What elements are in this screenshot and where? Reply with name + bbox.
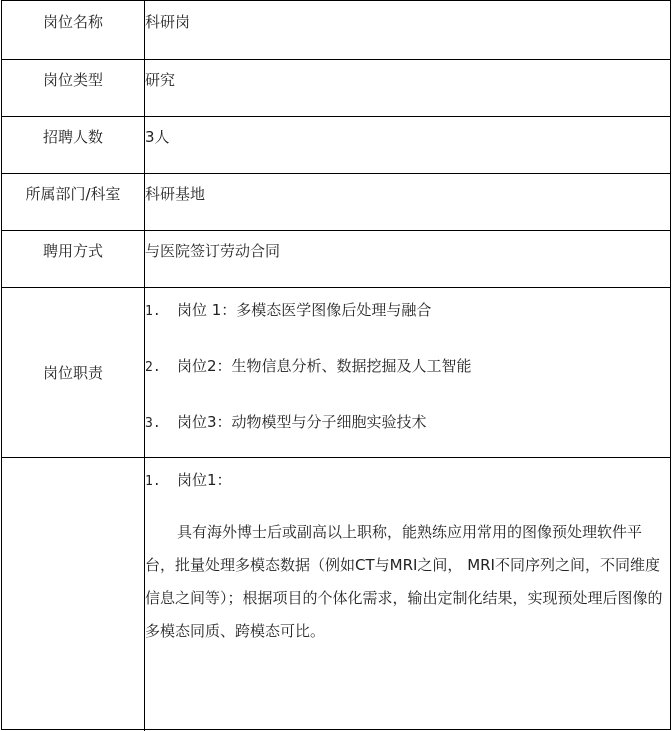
requirements-content	[145, 457, 670, 731]
requirements-label	[2, 457, 145, 731]
row-value: 研究	[145, 71, 176, 89]
requirement-text: 具有海外博士后或副高以上职称，能熟练应用常用的图像预处理软件平台，批量处理多模态数据（例如CT与MRI之间， MRI不同序列之间，不同维度信息之间等）；根据项目的个体化需求，输出定制化结果，实现预处理后图像的多模态同质、跨模态可比。	[145, 523, 663, 640]
table-row	[2, 173, 670, 231]
duty-text: 岗位3：动物模型与分子细胞实验技术	[177, 413, 427, 431]
duty-item	[145, 411, 427, 432]
table-row-requirements	[2, 457, 670, 731]
requirement-number: 1.	[145, 474, 161, 489]
requirement-title: 岗位1：	[177, 471, 232, 489]
row-label: 岗位类型	[2, 59, 145, 116]
table-row	[2, 59, 670, 117]
table-row	[2, 116, 670, 174]
duty-number: 1.	[145, 304, 161, 319]
row-label: 岗位名称	[2, 1, 145, 59]
row-label: 聘用方式	[2, 230, 145, 287]
table-row-duties	[2, 287, 670, 458]
row-label: 所属部门/科室	[2, 173, 145, 230]
row-value: 与医院签订劳动合同	[145, 242, 281, 260]
row-label: 招聘人数	[2, 116, 145, 173]
row-value: 3人	[145, 128, 170, 146]
duty-item	[145, 355, 472, 376]
requirement-heading	[145, 469, 232, 490]
row-value: 科研岗	[145, 13, 191, 31]
requirement-paragraph	[145, 516, 668, 648]
duties-list	[145, 287, 670, 457]
duty-item	[145, 299, 431, 320]
job-info-table	[1, 0, 671, 730]
duty-text: 岗位2：生物信息分析、数据挖掘及人工智能	[177, 357, 472, 375]
table-row	[2, 230, 670, 288]
duty-number: 2.	[145, 360, 161, 375]
duty-number: 3.	[145, 416, 161, 431]
duties-label: 岗位职责	[2, 287, 145, 457]
table-row	[2, 1, 670, 60]
row-value: 科研基地	[145, 185, 206, 203]
duty-text: 岗位 1：多模态医学图像后处理与融合	[177, 301, 432, 319]
